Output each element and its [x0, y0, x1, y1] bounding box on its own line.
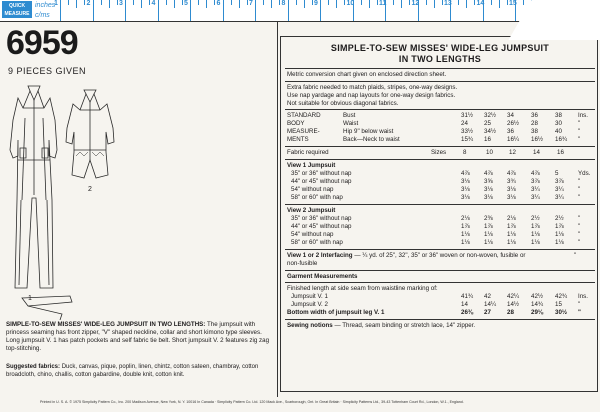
metric-note: Metric conversion chart given on enclosed direction sheet.: [287, 71, 447, 78]
row-label: Jumpsuit V. 2: [291, 301, 328, 308]
interfacing-text-2: non-fusible: [287, 260, 318, 267]
row-unit: ": [578, 223, 581, 230]
row-value: 31½: [461, 112, 474, 119]
ruler-sub-tick: [304, 0, 305, 8]
bottom-width-value: 30½: [555, 309, 568, 316]
row-value: 2⅜: [484, 215, 493, 222]
interfacing-unit: ": [574, 252, 577, 259]
divider: [285, 249, 595, 250]
ruler-sub-tick: [401, 0, 402, 8]
bottom-width-value: 27: [484, 309, 491, 316]
row-value: 4⅞: [461, 170, 470, 177]
title-line-2: IN TWO LENGTHS: [398, 54, 482, 64]
description-body: The jumpsuit with princess seaming has front zipper, "V" shaped neckline, collar and short kimono type sleeves. Long jumpsuit V. 1 has patch pockets and self fabric tie belt. Short jumpsuit V. 2 features zig zag top-stitching.: [6, 321, 270, 352]
row-value: 1⅛: [461, 231, 470, 238]
row-unit: ": [578, 301, 581, 308]
row-value: 3⅛: [484, 186, 493, 193]
ruler-sub-tick: [523, 0, 524, 5]
ruler-inch-number: 10: [346, 0, 355, 7]
yardage-panel: [280, 36, 598, 392]
row-label: Waist: [343, 120, 359, 127]
divider: [285, 270, 595, 271]
row-value: 3⅛: [507, 186, 516, 193]
bottom-width-value: 28: [507, 309, 514, 316]
pattern-description: [6, 321, 276, 353]
ruler-inch-number: 6: [216, 0, 221, 7]
yardage-title: [281, 43, 599, 65]
row-label: 35" or 36" without nap: [291, 170, 352, 177]
fabrics-label: Suggested fabrics:: [6, 364, 61, 370]
fabric-required-label: Fabric required: [287, 149, 329, 156]
short-jumpsuit-drawing: [66, 90, 114, 178]
row-value: 36: [531, 112, 538, 119]
row-unit: ": [578, 128, 581, 135]
ruler-sub-tick: [393, 0, 394, 5]
row-value: 3⅛: [461, 194, 470, 201]
interfacing-label: View 1 or 2 Interfacing: [287, 252, 353, 259]
row-value: 2⅛: [507, 215, 516, 222]
row-value: 1⅛: [531, 231, 540, 238]
row-unit: ": [578, 194, 581, 201]
row-value: 1⅞: [555, 223, 564, 230]
row-value: 2⅛: [461, 215, 470, 222]
row-value: 40: [555, 128, 562, 135]
ruler-inch-number: 15: [509, 0, 517, 7]
ruler-sub-tick: [434, 0, 435, 8]
row-unit: ": [578, 231, 581, 238]
row-value: 33½: [461, 128, 474, 135]
row-value: 1⅞: [461, 223, 470, 230]
row-value: 34½: [484, 128, 497, 135]
suggested-fabrics: [6, 363, 276, 379]
row-value: 41¾: [461, 293, 474, 300]
row-value: 1⅛: [507, 239, 516, 246]
size-number: 12: [509, 149, 516, 156]
ruler-sub-tick: [328, 0, 329, 5]
row-value: 3¼: [555, 186, 564, 193]
row-label: 35" or 36" without nap: [291, 215, 352, 222]
row-value: 24: [461, 120, 468, 127]
row-value: 1⅛: [461, 239, 470, 246]
ruler-inch-number: 9: [314, 0, 318, 7]
row-unit: ": [578, 215, 581, 222]
title-line-1: SIMPLE-TO-SEW MISSES' WIDE-LEG JUMPSUIT: [330, 43, 550, 53]
body-label-4: MENTS: [287, 136, 309, 143]
row-value: 4⅞: [507, 170, 516, 177]
row-value: 15: [555, 301, 562, 308]
label-view-1-front: 1: [28, 295, 32, 302]
ruler-inch-number: 14: [476, 0, 485, 7]
row-unit: Ins.: [578, 293, 588, 300]
divider: [285, 159, 595, 160]
pattern-number: 6959: [6, 24, 78, 62]
ruler-inch-number: 3: [119, 0, 123, 7]
row-label: 54" without nap: [291, 231, 334, 238]
pieces-given: 9 PIECES GIVEN: [8, 66, 87, 76]
row-value: 32½: [484, 112, 497, 119]
logo-line-1: QUICK: [8, 3, 26, 9]
row-unit: ": [578, 186, 581, 193]
ruler-inch-number: 7: [249, 0, 253, 7]
row-value: 3¼: [531, 194, 540, 201]
description-title: SIMPLE-TO-SEW MISSES' WIDE-LEG JUMPSUIT IN TWO LENGTHS:: [6, 321, 206, 328]
bottom-width-value: 26⅜: [461, 309, 474, 316]
row-label: Back—Neck to waist: [343, 136, 400, 143]
row-value: 1⅛: [555, 239, 564, 246]
notions-label: Sewing notions: [287, 322, 333, 329]
row-value: 42¾: [555, 293, 568, 300]
size-number: 16: [557, 149, 564, 156]
row-unit: ": [578, 178, 581, 185]
row-value: 1⅛: [531, 239, 540, 246]
row-value: 1⅛: [507, 231, 516, 238]
ruler-inch-number: 5: [184, 0, 188, 7]
view2-title: View 2 Jumpsuit: [287, 207, 336, 214]
ruler-sub-tick: [336, 0, 337, 8]
ruler-sub-tick: [361, 0, 362, 5]
garment-line-drawing: [0, 0, 280, 320]
divider: [285, 146, 595, 147]
bottom-width-label: Bottom width of jumpsuit leg V. 1: [287, 309, 385, 316]
row-value: 3⅛: [507, 194, 516, 201]
row-value: 38: [531, 128, 538, 135]
row-value: 3¼: [531, 186, 540, 193]
ruler-inch-number: 13: [444, 0, 452, 7]
ruler-sub-tick: [474, 0, 475, 5]
row-value: 38: [555, 112, 562, 119]
bottom-width-value: 29⅛: [531, 309, 544, 316]
divider: [285, 282, 595, 283]
footer-copyright: Printed in U. S. A. © 1975 Simplicity Pattern Co., Inc. 200 Madison Avenue, New York, N. Y. 10016 In Canada · Simplicity Pattern Co. Ltd. 120 Mack Ave., Scarborough, Ont. In Great Britain · Simplicity Patterns Ltd., 39-43 Tottenham Court Rd., London, W.1., England.: [40, 400, 464, 404]
size-number: 8: [463, 149, 467, 156]
row-value: 16¾: [555, 136, 568, 143]
row-label: 58" or 60" with nap: [291, 239, 343, 246]
row-label: 54" without nap: [291, 186, 334, 193]
ruler-sub-tick: [466, 0, 467, 8]
ruler-sub-tick: [377, 0, 378, 5]
row-value: 14¼: [484, 301, 497, 308]
ruler-inch-number: 12: [411, 0, 420, 7]
divider: [285, 319, 595, 320]
ruler-sub-tick: [344, 0, 345, 5]
garment-subtitle: Finished length at side seam from waistline marking of:: [287, 285, 438, 292]
row-label: Jumpsuit V. 1: [291, 293, 328, 300]
ruler-inch-number: 11: [379, 0, 387, 7]
row-value: 36: [507, 128, 514, 135]
row-value: 3⅛: [484, 194, 493, 201]
unit-inches: inches: [35, 2, 56, 9]
ruler-inch-number: 8: [281, 0, 286, 7]
row-value: 1⅞: [531, 223, 540, 230]
divider: [285, 109, 595, 110]
fabric-note-3: Not suitable for obvious diagonal fabrics.: [287, 100, 399, 107]
row-value: 25: [484, 120, 491, 127]
fabrics-text: Duck, canvas, pique, poplin, linen, chintz, cotton sateen, chambray, cotton broadcloth, chino, challis, cotton gabardine, double knit, cotton knit.: [6, 364, 259, 378]
row-unit: Yds.: [578, 170, 591, 177]
row-value: 15¾: [461, 136, 474, 143]
long-jumpsuit-drawing: [10, 86, 57, 288]
body-label-2: BODY: [287, 120, 305, 127]
ruler-sub-tick: [369, 0, 370, 8]
interfacing-note: [287, 252, 525, 260]
row-unit: ": [578, 239, 581, 246]
ruler-sub-tick: [458, 0, 459, 5]
fabric-note-1: Extra fabric needed to match plaids, stripes, one-way designs.: [287, 84, 458, 91]
row-value: 1⅞: [507, 223, 516, 230]
view1-title: View 1 Jumpsuit: [287, 162, 336, 169]
ruler-sub-tick: [491, 0, 492, 5]
row-label: 58" or 60" with nap: [291, 194, 343, 201]
row-value: 3¾: [507, 178, 516, 185]
ruler-inch-tick: [288, 0, 289, 21]
interfacing-text: — ¼ yd. of 25", 32", 35" or 36" woven or non-woven, fusible or: [354, 252, 526, 259]
row-value: 16: [484, 136, 491, 143]
row-value: 1⅛: [484, 239, 493, 246]
row-value: 4⅞: [484, 170, 493, 177]
ruler-inch-number: 1: [54, 0, 58, 7]
ruler-inch-number: 2: [86, 0, 91, 7]
row-value: 3⅝: [484, 178, 493, 185]
row-unit: ": [578, 136, 581, 143]
row-value: 14½: [507, 301, 520, 308]
row-unit: Ins.: [578, 112, 588, 119]
ruler-inch-number: 4: [151, 0, 156, 7]
divider: [285, 204, 595, 205]
row-value: 14: [461, 301, 468, 308]
ruler-sub-tick: [442, 0, 443, 5]
ruler-sub-tick: [539, 0, 540, 5]
label-view-2: 2: [88, 186, 92, 193]
row-value: 5: [555, 170, 559, 177]
row-value: 3⅞: [555, 178, 564, 185]
ruler-sub-tick: [499, 0, 500, 8]
ruler-sub-tick: [507, 0, 508, 5]
row-unit: ": [578, 120, 581, 127]
sewing-notions: [287, 322, 475, 330]
logo-line-2: MEASURE: [4, 11, 30, 17]
sizes-label: Sizes: [431, 149, 447, 156]
divider: [285, 81, 595, 82]
row-label: 44" or 45" without nap: [291, 223, 352, 230]
ruler-sub-tick: [426, 0, 427, 5]
row-value: 2½: [555, 215, 564, 222]
ruler-sub-tick: [531, 0, 532, 8]
row-value: 3⅛: [461, 178, 470, 185]
row-value: 30: [555, 120, 562, 127]
row-value: 3¼: [555, 194, 564, 201]
garment-title: Garment Measurements: [287, 273, 358, 280]
row-value: 42: [484, 293, 491, 300]
body-label-3: MEASURE-: [287, 128, 320, 135]
row-value: 1⅛: [484, 231, 493, 238]
row-value: 1⅛: [555, 231, 564, 238]
row-value: 16½: [531, 136, 544, 143]
ruler-sub-tick: [312, 0, 313, 5]
notions-text: — Thread, seam binding or stretch lace, 14" zipper.: [334, 322, 476, 329]
unit-cms: c/ms: [35, 12, 50, 19]
row-label: Bust: [343, 112, 356, 119]
row-value: 16¼: [507, 136, 520, 143]
row-value: 42¼: [507, 293, 520, 300]
divider: [285, 68, 595, 69]
row-value: 2½: [531, 215, 540, 222]
row-label: Hip 9" below waist: [343, 128, 394, 135]
row-value: 3⅛: [461, 186, 470, 193]
row-value: 42½: [531, 293, 544, 300]
bottom-width-unit: ": [578, 309, 581, 316]
row-value: 34: [507, 112, 514, 119]
row-value: 26½: [507, 120, 520, 127]
row-value: 1⅞: [484, 223, 493, 230]
ruler-inch-tick: [320, 0, 321, 21]
row-value: 4⅞: [531, 170, 540, 177]
row-value: 3⅞: [531, 178, 540, 185]
size-number: 14: [533, 149, 540, 156]
row-label: 44" or 45" without nap: [291, 178, 352, 185]
body-label-1: STANDARD: [287, 112, 321, 119]
row-value: 14¾: [531, 301, 544, 308]
fabric-note-2: Use nap yardage and nap layouts for one-way design fabrics.: [287, 92, 456, 99]
ruler-sub-tick: [296, 0, 297, 5]
row-value: 28: [531, 120, 538, 127]
ruler-sub-tick: [409, 0, 410, 5]
size-number: 10: [486, 149, 493, 156]
